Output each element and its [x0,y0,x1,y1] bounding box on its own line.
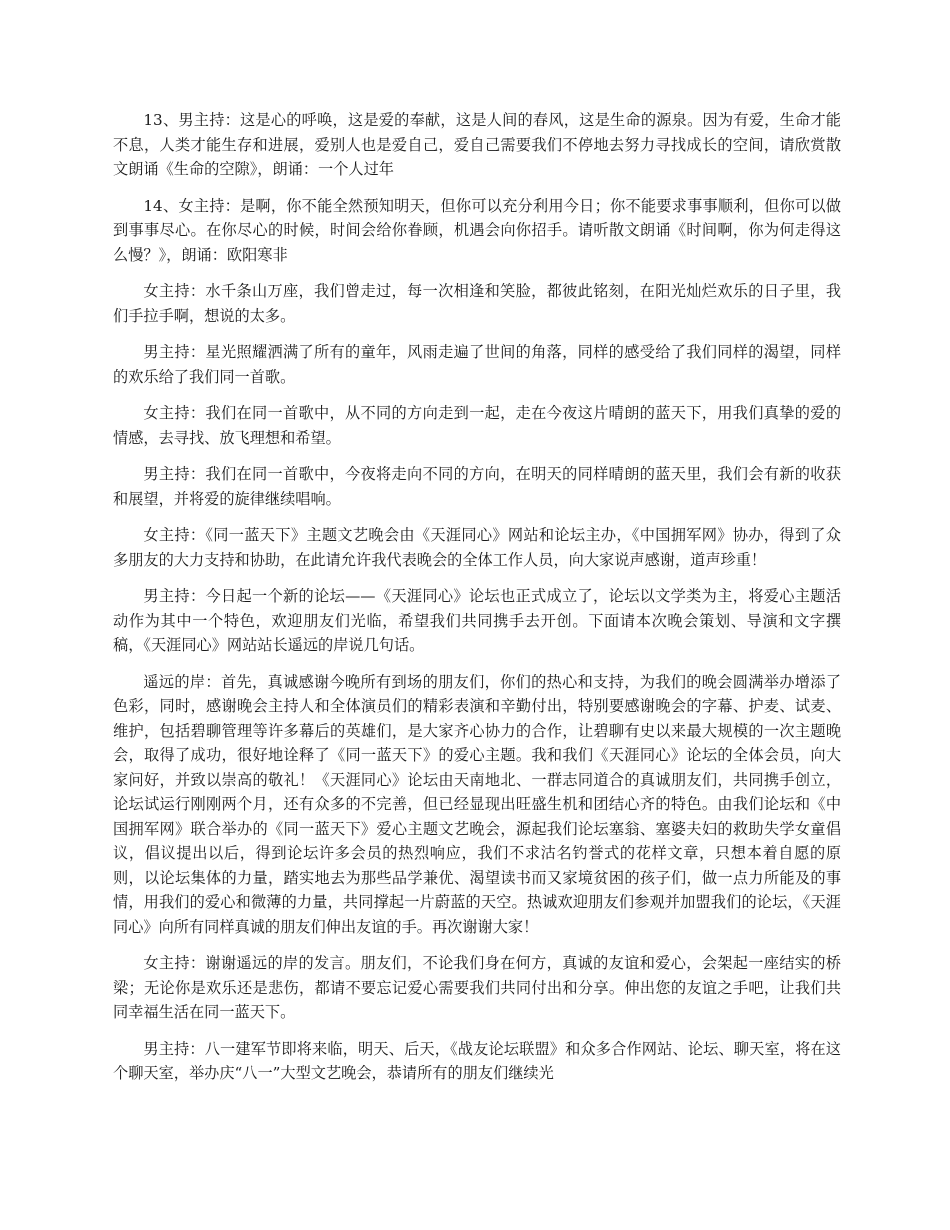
paragraph-14-female-host: 14、女主持：是啊，你不能全然预知明天，但你可以充分利用今日；你不能要求事事顺利，但你可以做到事事尽心。在你尽心的时候，时间会给你眷顾，机遇会向你招手。请听散文朗诵《时间啊，你为何走得这么慢？》，朗诵：欧阳寒非 [113,196,841,264]
paragraph-female-host-same-song: 女主持：我们在同一首歌中，从不同的方向走到一起，走在今夜这片晴朗的蓝天下，用我们真挚的爱的情感，去寻找、放飞理想和希望。 [113,404,841,447]
paragraph-male-host-army-day: 男主持：八一建军节即将来临，明天、后天，《战友论坛联盟》和众多合作网站、论坛、聊天室，将在这个聊天室，举办庆“八一”大型文艺晚会，恭请所有的朋友们继续光 [113,1039,841,1082]
paragraph-13-male-host: 13、男主持：这是心的呼唤，这是爱的奉献，这是人间的春风，这是生命的源泉。因为有爱，生命才能不息，人类才能生存和进展，爱别人也是爱自己，爱自己需要我们不停地去努力寻找成长的空间，请欣赏散文朗诵《生命的空隙》，朗诵：一个人过年 [113,111,841,178]
document-body [113,108,841,1098]
paragraph-female-host-response: 女主持：谢谢遥远的岸的发言。朋友们，不论我们身在何方，真诚的友谊和爱心，会架起一座结实的桥梁；无论你是欢乐还是悲伤，都请不要忘记爱心需要我们共同付出和分享。伸出您的友谊之手吧，让我们共同幸福生活在同一蓝天下。 [113,954,841,1021]
paragraph-female-host-mountains: 女主持：水千条山万座，我们曾走过，每一次相逢和笑脸，都彼此铭刻，在阳光灿烂欢乐的日子里，我们手拉手啊，想说的太多。 [113,282,841,325]
paragraph-female-host-thanks: 女主持：《同一蓝天下》主题文艺晚会由《天涯同心》网站和论坛主办，《中国拥军网》协办，得到了众多朋友的大力支持和协助，在此请允许我代表晚会的全体工作人员，向大家说声感谢，道声珍重！ [113,526,841,569]
paragraph-male-host-new-forum: 男主持：今日起一个新的论坛——《天涯同心》论坛也正式成立了，论坛以文学类为主，将爱心主题活动作为其中一个特色，欢迎朋友们光临，希望我们共同携手去开创。下面请本次晚会策划、导演和文字撰稿，《天涯同心》网站站长遥远的岸说几句话。 [113,587,841,654]
paragraph-male-host-same-song: 男主持：我们在同一首歌中，今夜将走向不同的方向，在明天的同样晴朗的蓝天里，我们会有新的收获和展望，并将爱的旋律继续唱响。 [113,465,841,508]
paragraph-distant-shore-speech: 遥远的岸：首先，真诚感谢今晚所有到场的朋友们，你们的热心和支持，为我们的晚会圆满举办增添了色彩，同时，感谢晚会主持人和全体演员们的精彩表演和辛勤付出，特别要感谢晚会的字幕、护麦、试麦、维护，包括碧聊管理等许多幕后的英雄们，是大家齐心协力的合作，让碧聊有史以来最大规模的一次主题晚会，取得了成功，很好地诠释了《同一蓝天下》的爱心主题。我和我们《天涯同心》论坛的全体会员，向大家问好，并致以崇高的敬礼！《天涯同心》论坛由天南地北、一群志同道合的真诚朋友们，共同携手创立，论坛试运行刚刚两个月，还有众多的不完善，但已经显现出旺盛生机和团结心齐的特色。由我们论坛和《中国拥军网》联合举办的《同一蓝天下》爱心主题文艺晚会，源起我们论坛塞翁、塞婆夫妇的救助失学女童倡议，倡议提出以后，得到论坛许多会员的热烈响应，我们不求沽名钓誉式的花样文章，只想本着自愿的原则，以论坛集体的力量，踏实地去为那些品学兼优、渴望读书而又家境贫困的孩子们，做一点力所能及的事情，用我们的爱心和微薄的力量，共同撑起一片蔚蓝的天空。热诚欢迎朋友们参观并加盟我们的论坛，《天涯同心》向所有同样真诚的朋友们伸出友谊的手。再次谢谢大家！ [113,672,841,936]
paragraph-male-host-starlight: 男主持：星光照耀洒满了所有的童年，风雨走遍了世间的角落，同样的感受给了我们同样的渴望，同样的欢乐给了我们同一首歌。 [113,343,841,386]
